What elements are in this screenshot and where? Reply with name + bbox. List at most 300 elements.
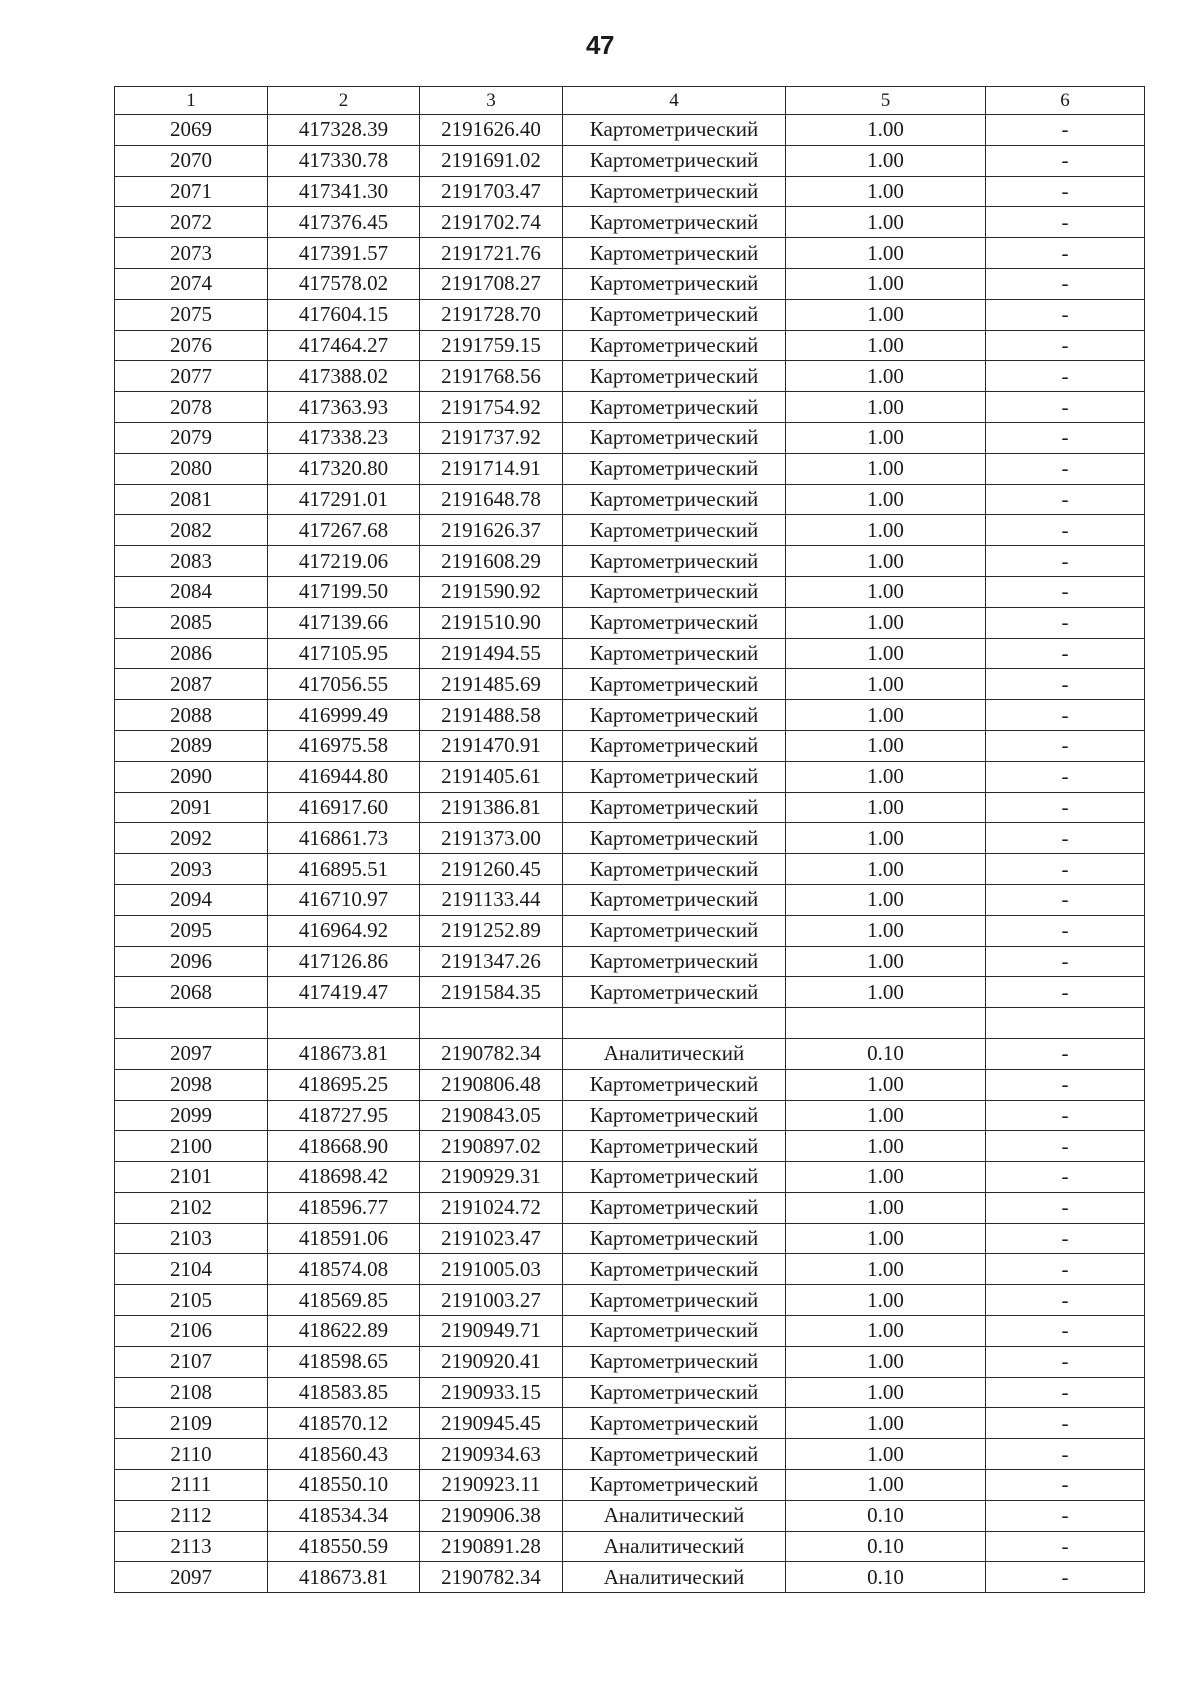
table-row [115,638,1145,669]
note-cell: - [986,1377,1145,1408]
method-cell: Картометрический [563,730,786,761]
note-cell: - [986,268,1145,299]
table-row [115,1069,1145,1100]
y-coordinate-cell: 2191703.47 [420,176,563,207]
x-coordinate-cell: 417139.66 [268,607,420,638]
method-cell: Картометрический [563,1162,786,1193]
y-coordinate-cell: 2191691.02 [420,145,563,176]
accuracy-cell: 0.10 [786,1531,986,1562]
table-row [115,700,1145,731]
accuracy-cell: 1.00 [786,484,986,515]
table-row [115,268,1145,299]
x-coordinate-cell: 416964.92 [268,915,420,946]
y-coordinate-cell: 2191488.58 [420,700,563,731]
accuracy-cell: 1.00 [786,299,986,330]
point-number-cell: 2096 [115,946,268,977]
note-cell: - [986,761,1145,792]
x-coordinate-cell: 418591.06 [268,1223,420,1254]
method-cell: Картометрический [563,977,786,1008]
x-coordinate-cell: 417464.27 [268,330,420,361]
table-row [115,1162,1145,1193]
table-row [115,607,1145,638]
x-coordinate-cell: 418598.65 [268,1346,420,1377]
note-cell: - [986,1162,1145,1193]
point-number-cell: 2071 [115,176,268,207]
note-cell: - [986,1131,1145,1162]
table-row [115,1500,1145,1531]
method-cell: Аналитический [563,1562,786,1593]
table-row [115,238,1145,269]
point-number-cell: 2095 [115,915,268,946]
y-coordinate-cell: 2191494.55 [420,638,563,669]
accuracy-cell: 1.00 [786,977,986,1008]
note-cell: - [986,207,1145,238]
y-coordinate-cell: 2191702.74 [420,207,563,238]
table-row [115,1131,1145,1162]
table-row [115,1316,1145,1347]
method-cell: Картометрический [563,115,786,146]
point-number-cell: 2091 [115,792,268,823]
note-cell: - [986,1439,1145,1470]
accuracy-cell: 1.00 [786,1470,986,1501]
table-row [115,1562,1145,1593]
x-coordinate-cell: 417126.86 [268,946,420,977]
point-number-cell: 2099 [115,1100,268,1131]
point-number-cell: 2074 [115,268,268,299]
method-cell: Картометрический [563,484,786,515]
x-coordinate-cell: 417330.78 [268,145,420,176]
x-coordinate-cell: 417267.68 [268,515,420,546]
method-cell: Картометрический [563,915,786,946]
method-cell: Картометрический [563,238,786,269]
method-cell: Картометрический [563,1408,786,1439]
point-number-cell: 2092 [115,823,268,854]
point-number-cell: 2080 [115,453,268,484]
note-cell: - [986,392,1145,423]
table-row [115,299,1145,330]
point-number-cell: 2098 [115,1069,268,1100]
y-coordinate-cell: 2191133.44 [420,884,563,915]
x-coordinate-cell: 416895.51 [268,854,420,885]
x-coordinate-cell: 417199.50 [268,576,420,607]
point-number-cell: 2069 [115,115,268,146]
point-number-cell: 2110 [115,1439,268,1470]
accuracy-cell: 1.00 [786,392,986,423]
point-number-cell: 2085 [115,607,268,638]
table-separator-row [115,1008,1145,1039]
table-row [115,392,1145,423]
table-row [115,207,1145,238]
point-number-cell: 2090 [115,761,268,792]
method-cell: Картометрический [563,330,786,361]
point-number-cell: 2104 [115,1254,268,1285]
method-cell: Картометрический [563,1192,786,1223]
accuracy-cell: 1.00 [786,1131,986,1162]
x-coordinate-cell: 417363.93 [268,392,420,423]
accuracy-cell: 1.00 [786,607,986,638]
x-coordinate-cell: 418596.77 [268,1192,420,1223]
accuracy-cell: 1.00 [786,268,986,299]
accuracy-cell: 1.00 [786,946,986,977]
point-number-cell: 2072 [115,207,268,238]
note-cell: - [986,669,1145,700]
accuracy-cell: 1.00 [786,361,986,392]
x-coordinate-cell: 417320.80 [268,453,420,484]
y-coordinate-cell: 2191510.90 [420,607,563,638]
table-row [115,1100,1145,1131]
table-row [115,576,1145,607]
x-coordinate-cell: 418550.59 [268,1531,420,1562]
note-cell: - [986,700,1145,731]
y-coordinate-cell: 2191260.45 [420,854,563,885]
y-coordinate-cell: 2191405.61 [420,761,563,792]
x-coordinate-cell: 416710.97 [268,884,420,915]
y-coordinate-cell: 2191626.37 [420,515,563,546]
note-cell: - [986,546,1145,577]
accuracy-cell: 1.00 [786,1100,986,1131]
x-coordinate-cell: 418698.42 [268,1162,420,1193]
table-row [115,1223,1145,1254]
method-cell: Картометрический [563,1223,786,1254]
accuracy-cell: 1.00 [786,1223,986,1254]
y-coordinate-cell: 2191590.92 [420,576,563,607]
accuracy-cell: 1.00 [786,576,986,607]
y-coordinate-cell: 2190949.71 [420,1316,563,1347]
note-cell: - [986,1254,1145,1285]
table-row [115,669,1145,700]
accuracy-cell: 1.00 [786,1439,986,1470]
point-number-cell: 2084 [115,576,268,607]
x-coordinate-cell: 418534.34 [268,1500,420,1531]
point-number-cell: 2082 [115,515,268,546]
method-cell: Картометрический [563,546,786,577]
point-number-cell: 2105 [115,1285,268,1316]
accuracy-cell: 1.00 [786,546,986,577]
y-coordinate-cell: 2190934.63 [420,1439,563,1470]
method-cell: Картометрический [563,392,786,423]
point-number-cell: 2103 [115,1223,268,1254]
column-header-6: 6 [986,87,1145,115]
note-cell: - [986,1500,1145,1531]
table-row [115,1408,1145,1439]
y-coordinate-cell: 2191714.91 [420,453,563,484]
method-cell: Картометрический [563,361,786,392]
y-coordinate-cell: 2191759.15 [420,330,563,361]
method-cell: Картометрический [563,761,786,792]
point-number-cell: 2113 [115,1531,268,1562]
point-number-cell [115,1008,268,1039]
table-body [115,115,1145,1593]
note-cell: - [986,638,1145,669]
point-number-cell: 2070 [115,145,268,176]
y-coordinate-cell: 2190906.38 [420,1500,563,1531]
accuracy-cell: 1.00 [786,1285,986,1316]
x-coordinate-cell: 417291.01 [268,484,420,515]
point-number-cell: 2111 [115,1470,268,1501]
y-coordinate-cell [420,1008,563,1039]
x-coordinate-cell: 416944.80 [268,761,420,792]
note-cell: - [986,576,1145,607]
note-cell: - [986,1562,1145,1593]
y-coordinate-cell: 2190933.15 [420,1377,563,1408]
x-coordinate-cell: 417105.95 [268,638,420,669]
method-cell: Картометрический [563,1470,786,1501]
y-coordinate-cell: 2191347.26 [420,946,563,977]
accuracy-cell: 1.00 [786,1069,986,1100]
x-coordinate-cell: 416999.49 [268,700,420,731]
table-row [115,854,1145,885]
note-cell: - [986,946,1145,977]
table-row [115,422,1145,453]
method-cell: Картометрический [563,268,786,299]
y-coordinate-cell: 2191728.70 [420,299,563,330]
table-row [115,1439,1145,1470]
table-row [115,977,1145,1008]
y-coordinate-cell: 2191373.00 [420,823,563,854]
point-number-cell: 2077 [115,361,268,392]
y-coordinate-cell: 2191768.56 [420,361,563,392]
note-cell: - [986,1346,1145,1377]
table-row [115,884,1145,915]
x-coordinate-cell: 418569.85 [268,1285,420,1316]
note-cell: - [986,915,1145,946]
y-coordinate-cell: 2191485.69 [420,669,563,700]
point-number-cell: 2108 [115,1377,268,1408]
accuracy-cell: 1.00 [786,1408,986,1439]
note-cell: - [986,145,1145,176]
table-row [115,1285,1145,1316]
method-cell: Картометрический [563,607,786,638]
note-cell: - [986,1531,1145,1562]
point-number-cell: 2076 [115,330,268,361]
page-number: 47 [586,30,614,60]
y-coordinate-cell: 2191252.89 [420,915,563,946]
accuracy-cell: 1.00 [786,638,986,669]
note-cell: - [986,1408,1145,1439]
note-cell: - [986,792,1145,823]
note-cell: - [986,176,1145,207]
x-coordinate-cell: 418673.81 [268,1038,420,1069]
x-coordinate-cell: 417578.02 [268,268,420,299]
y-coordinate-cell: 2191023.47 [420,1223,563,1254]
x-coordinate-cell: 418583.85 [268,1377,420,1408]
x-coordinate-cell: 417376.45 [268,207,420,238]
point-number-cell: 2078 [115,392,268,423]
note-cell: - [986,1069,1145,1100]
x-coordinate-cell: 418727.95 [268,1100,420,1131]
column-header-5: 5 [786,87,986,115]
table-row [115,115,1145,146]
note-cell: - [986,854,1145,885]
accuracy-cell: 1.00 [786,1346,986,1377]
y-coordinate-cell: 2190782.34 [420,1038,563,1069]
table-row [115,1254,1145,1285]
point-number-cell: 2106 [115,1316,268,1347]
table-row [115,361,1145,392]
table-row [115,484,1145,515]
x-coordinate-cell: 418560.43 [268,1439,420,1470]
note-cell: - [986,1223,1145,1254]
y-coordinate-cell: 2191708.27 [420,268,563,299]
accuracy-cell: 0.10 [786,1500,986,1531]
point-number-cell: 2075 [115,299,268,330]
note-cell: - [986,422,1145,453]
accuracy-cell: 1.00 [786,1377,986,1408]
point-number-cell: 2079 [115,422,268,453]
x-coordinate-cell: 417056.55 [268,669,420,700]
accuracy-cell: 1.00 [786,1254,986,1285]
column-header-2: 2 [268,87,420,115]
y-coordinate-cell: 2191005.03 [420,1254,563,1285]
note-cell: - [986,1285,1145,1316]
table-row [115,915,1145,946]
note-cell: - [986,1192,1145,1223]
method-cell: Картометрический [563,176,786,207]
accuracy-cell: 1.00 [786,823,986,854]
table-row [115,176,1145,207]
note-cell: - [986,1100,1145,1131]
method-cell: Картометрический [563,1285,786,1316]
point-number-cell: 2068 [115,977,268,1008]
x-coordinate-cell [268,1008,420,1039]
method-cell: Картометрический [563,700,786,731]
table-row [115,946,1145,977]
accuracy-cell: 1.00 [786,669,986,700]
x-coordinate-cell: 416975.58 [268,730,420,761]
table-row [115,730,1145,761]
y-coordinate-cell: 2191626.40 [420,115,563,146]
y-coordinate-cell: 2190891.28 [420,1531,563,1562]
note-cell: - [986,1470,1145,1501]
x-coordinate-cell: 416917.60 [268,792,420,823]
y-coordinate-cell: 2190843.05 [420,1100,563,1131]
x-coordinate-cell: 417341.30 [268,176,420,207]
method-cell: Картометрический [563,299,786,330]
method-cell: Аналитический [563,1531,786,1562]
y-coordinate-cell: 2191721.76 [420,238,563,269]
note-cell: - [986,977,1145,1008]
table-row [115,823,1145,854]
method-cell: Картометрический [563,884,786,915]
table-row [115,792,1145,823]
y-coordinate-cell: 2190945.45 [420,1408,563,1439]
method-cell: Картометрический [563,854,786,885]
accuracy-cell: 1.00 [786,176,986,207]
y-coordinate-cell: 2191024.72 [420,1192,563,1223]
point-number-cell: 2087 [115,669,268,700]
table-row [115,1192,1145,1223]
note-cell: - [986,607,1145,638]
x-coordinate-cell: 417328.39 [268,115,420,146]
method-cell: Картометрический [563,515,786,546]
table-row [115,1377,1145,1408]
y-coordinate-cell: 2191608.29 [420,546,563,577]
table-header-row [115,87,1145,115]
accuracy-cell: 1.00 [786,915,986,946]
method-cell: Картометрический [563,145,786,176]
table-row [115,515,1145,546]
method-cell: Картометрический [563,422,786,453]
x-coordinate-cell: 418668.90 [268,1131,420,1162]
accuracy-cell: 1.00 [786,422,986,453]
method-cell: Картометрический [563,576,786,607]
method-cell: Картометрический [563,1069,786,1100]
column-header-4: 4 [563,87,786,115]
table-row [115,761,1145,792]
x-coordinate-cell: 417391.57 [268,238,420,269]
y-coordinate-cell: 2190897.02 [420,1131,563,1162]
point-number-cell: 2097 [115,1562,268,1593]
point-number-cell: 2112 [115,1500,268,1531]
column-header-3: 3 [420,87,563,115]
y-coordinate-cell: 2190929.31 [420,1162,563,1193]
method-cell: Картометрический [563,1346,786,1377]
accuracy-cell: 1.00 [786,207,986,238]
accuracy-cell: 1.00 [786,792,986,823]
x-coordinate-cell: 418622.89 [268,1316,420,1347]
accuracy-cell: 1.00 [786,330,986,361]
point-number-cell: 2109 [115,1408,268,1439]
x-coordinate-cell: 418570.12 [268,1408,420,1439]
accuracy-cell: 1.00 [786,453,986,484]
point-number-cell: 2083 [115,546,268,577]
table-row [115,330,1145,361]
point-number-cell: 2107 [115,1346,268,1377]
accuracy-cell: 1.00 [786,115,986,146]
y-coordinate-cell: 2191648.78 [420,484,563,515]
note-cell: - [986,299,1145,330]
method-cell: Картометрический [563,1316,786,1347]
x-coordinate-cell: 417388.02 [268,361,420,392]
y-coordinate-cell: 2191754.92 [420,392,563,423]
note-cell: - [986,1316,1145,1347]
x-coordinate-cell: 417604.15 [268,299,420,330]
method-cell: Картометрический [563,792,786,823]
y-coordinate-cell: 2191584.35 [420,977,563,1008]
table-row [115,453,1145,484]
accuracy-cell: 1.00 [786,730,986,761]
x-coordinate-cell: 418574.08 [268,1254,420,1285]
note-cell: - [986,884,1145,915]
method-cell [563,1008,786,1039]
accuracy-cell: 1.00 [786,1316,986,1347]
y-coordinate-cell: 2191737.92 [420,422,563,453]
point-number-cell: 2088 [115,700,268,731]
x-coordinate-cell: 417419.47 [268,977,420,1008]
point-number-cell: 2102 [115,1192,268,1223]
accuracy-cell: 1.00 [786,700,986,731]
method-cell: Картометрический [563,669,786,700]
note-cell: - [986,515,1145,546]
point-number-cell: 2097 [115,1038,268,1069]
point-number-cell: 2086 [115,638,268,669]
point-number-cell: 2089 [115,730,268,761]
method-cell: Картометрический [563,946,786,977]
table-row [115,1038,1145,1069]
point-number-cell: 2093 [115,854,268,885]
method-cell: Аналитический [563,1500,786,1531]
accuracy-cell: 1.00 [786,145,986,176]
note-cell [986,1008,1145,1039]
accuracy-cell [786,1008,986,1039]
table-row [115,546,1145,577]
note-cell: - [986,1038,1145,1069]
y-coordinate-cell: 2191003.27 [420,1285,563,1316]
note-cell: - [986,823,1145,854]
method-cell: Картометрический [563,1100,786,1131]
accuracy-cell: 1.00 [786,238,986,269]
note-cell: - [986,453,1145,484]
